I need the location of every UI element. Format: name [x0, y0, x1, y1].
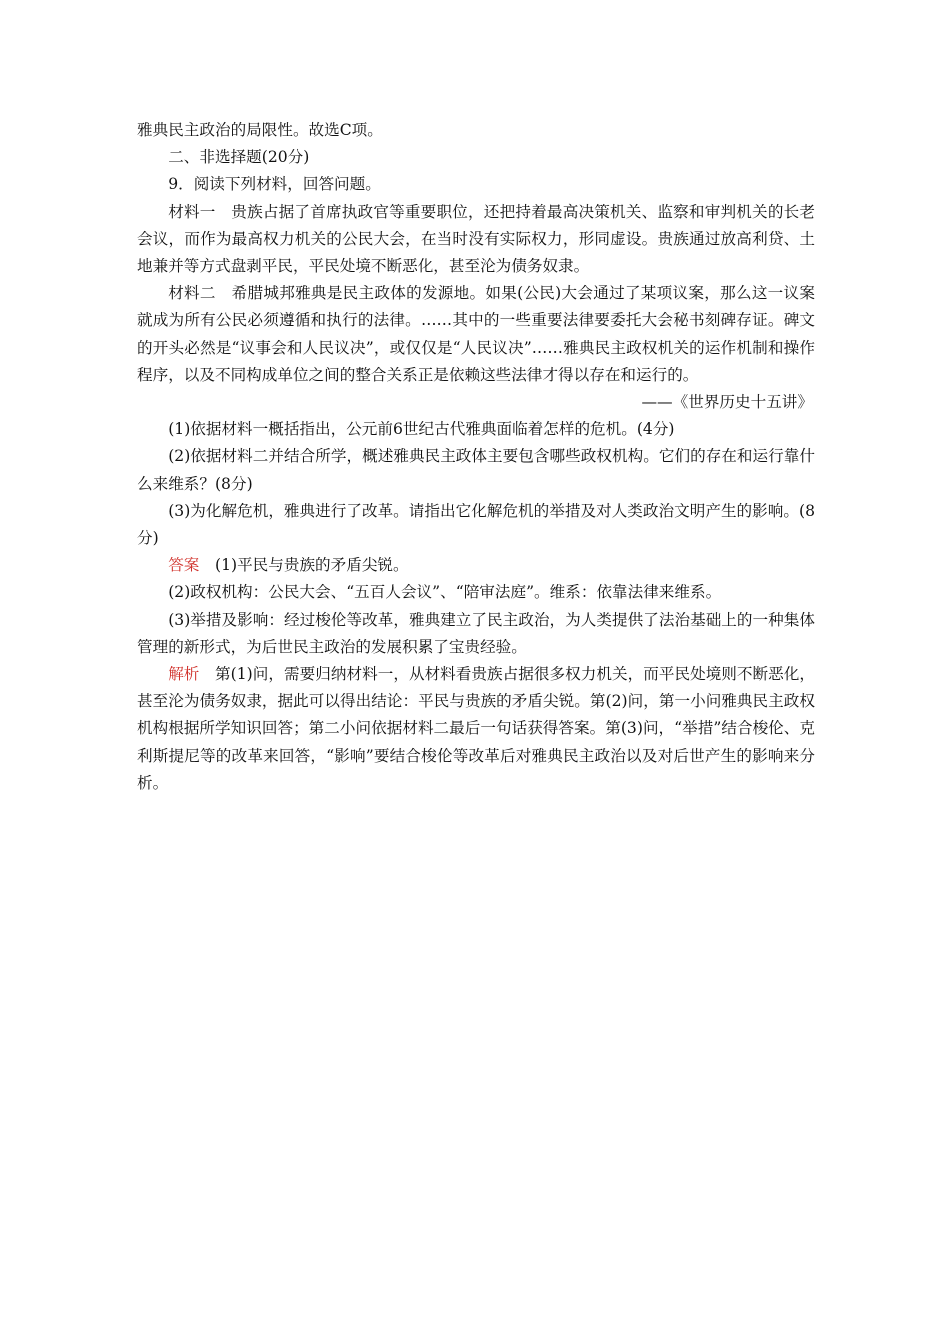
question-stem: 9．阅读下列材料，回答问题。 — [168, 175, 381, 194]
sub-question-1: (1)依据材料一概括指出，公元前6世纪古代雅典面临着怎样的危机。(4分) — [168, 420, 675, 439]
sub-question-2: (2)依据材料二并结合所学，概述雅典民主政体主要包含哪些政权机构。它们的存在和运行靠什么来维系？(8分) — [137, 447, 815, 493]
sub-question-3: (3)为化解危机，雅典进行了改革。请指出它化解危机的举措及对人类政治文明产生的影响。(8分) — [137, 501, 815, 548]
material-two: 材料二 希腊城邦雅典是民主政体的发源地。如果(公民)大会通过了某项议案，那么这一议案就成为所有公民必须遵循和执行的法律。……其中的一些重要法律要委托大会秘书刻碑存证。碑文的开头必然是“议事会和人民议决”，或仅仅是“人民议决”……雅典民主政权机关的运作机制和操作程序，以及不同构成单位之间的整合关系正是依赖这些法律才得以存在和运行的。 — [137, 284, 815, 384]
material-two-source: ——《世界历史十五讲》 — [641, 393, 813, 412]
document-page — [137, 117, 815, 797]
analysis-label: 解析 — [168, 665, 200, 684]
previous-answer-end: 雅典民主政治的局限性。故选C项。 — [137, 121, 383, 139]
answer-label: 答案 — [168, 556, 200, 575]
section-title: 二、非选择题(20分) — [168, 148, 310, 167]
analysis-text: 第(1)问，需要归纳材料一，从材料看贵族占据很多权力机关，而平民处境则不断恶化，甚至沦为债务奴隶，据此可以得出结论：平民与贵族的矛盾尖锐。第(2)问，第一小问雅典民主政权机构根据所学知识回答；第二小问依据材料二最后一句话获得答案。第(3)问，“举措”结合梭伦、克利斯提尼等的改革来回答，“影响”要结合梭伦等改革后对雅典民主政治以及对后世产生的影响来分析。 — [137, 665, 815, 792]
answer-1 — [137, 552, 815, 579]
analysis — [137, 661, 815, 797]
answer-1-text: (1)平民与贵族的矛盾尖锐。 — [214, 556, 409, 575]
answer-2: (2)政权机构：公民大会、“五百人会议”、“陪审法庭”。维系：依靠法律来维系。 — [168, 583, 722, 602]
material-one: 材料一 贵族占据了首席执政官等重要职位，还把持着最高决策机关、监察和审判机关的长老会议，而作为最高权力机关的公民大会，在当时没有实际权力，形同虚设。贵族通过放高利贷、土地兼并等方式盘剥平民，平民处境不断恶化，甚至沦为债务奴隶。 — [137, 202, 815, 276]
answer-3: (3)举措及影响：经过梭伦等改革，雅典建立了民主政治，为人类提供了法治基础上的一种集体管理的新形式，为后世民主政治的发展积累了宝贵经验。 — [137, 610, 815, 656]
